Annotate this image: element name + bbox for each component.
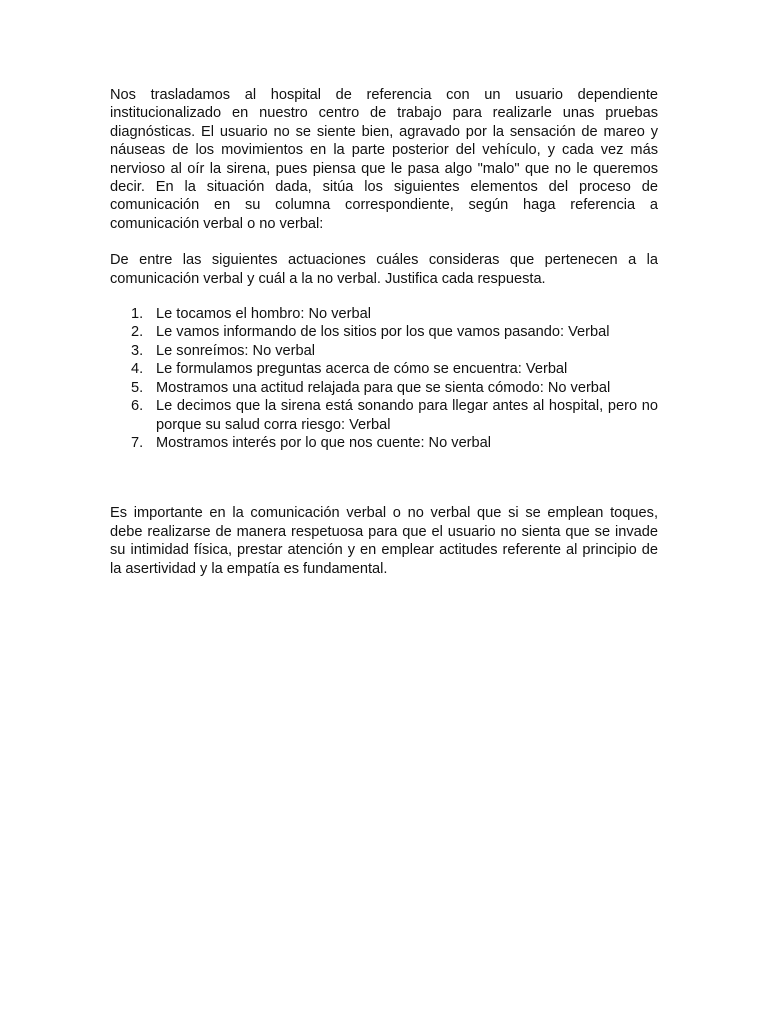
list-item — [110, 397, 658, 434]
list-item-text: Le decimos que la sirena está sonando para llegar antes al hospital, pero no porque su salud corra riesgo: Verbal — [156, 398, 658, 433]
list-item-number: 4. — [131, 361, 144, 378]
list-item — [110, 305, 658, 323]
list-item — [110, 379, 658, 397]
list-item-text: Le sonreímos: No verbal — [156, 342, 315, 359]
list-item-number: 7. — [131, 434, 144, 451]
document-body — [110, 86, 658, 578]
list-item-number: 3. — [131, 342, 144, 359]
list-item — [110, 360, 658, 378]
list-item-number: 6. — [131, 398, 144, 415]
list-item — [110, 434, 658, 452]
list-item-number: 2. — [131, 324, 144, 341]
list-item-text: Mostramos una actitud relajada para que se sienta cómodo: No verbal — [156, 379, 611, 396]
answers-list — [110, 305, 658, 452]
list-item — [110, 342, 658, 360]
conclusion-paragraph: Es importante en la comunicación verbal o no verbal que si se emplean toques, debe realizarse de manera respetuosa para que el usuario no sienta que se invade su intimidad física, prestar atención y en emplear actitudes referente al principio de la asertividad y la empatía es fundamental. — [110, 505, 658, 577]
list-item-number: 5. — [131, 379, 144, 396]
intro-paragraph: Nos trasladamos al hospital de referencia con un usuario dependiente institucionalizado en nuestro centro de trabajo para realizarle unas pruebas diagnósticas. El usuario no se siente bien, agravado por la sensación de mareo y náuseas de los movimientos en la parte posterior del vehículo, y cada vez más nervioso al oír la sirena, pues piensa que le pasa algo "malo" que no le queremos decir. En la situación dada, sitúa los siguientes elementos del proceso de comunicación en su columna correspondiente, según haga referencia a comunicación verbal o no verbal: — [110, 87, 658, 232]
list-item-text: Le tocamos el hombro: No verbal — [156, 306, 371, 323]
list-item-text: Le formulamos preguntas acerca de cómo se encuentra: Verbal — [156, 361, 568, 378]
list-item — [110, 323, 658, 341]
question-paragraph: De entre las siguientes actuaciones cuáles consideras que pertenecen a la comunicación verbal y cuál a la no verbal. Justifica cada respuesta. — [110, 252, 658, 287]
section-spacer — [110, 452, 658, 504]
list-item-text: Mostramos interés por lo que nos cuente: No verbal — [156, 434, 492, 451]
list-item-number: 1. — [131, 306, 144, 323]
list-item-text: Le vamos informando de los sitios por los que vamos pasando: Verbal — [156, 324, 610, 341]
